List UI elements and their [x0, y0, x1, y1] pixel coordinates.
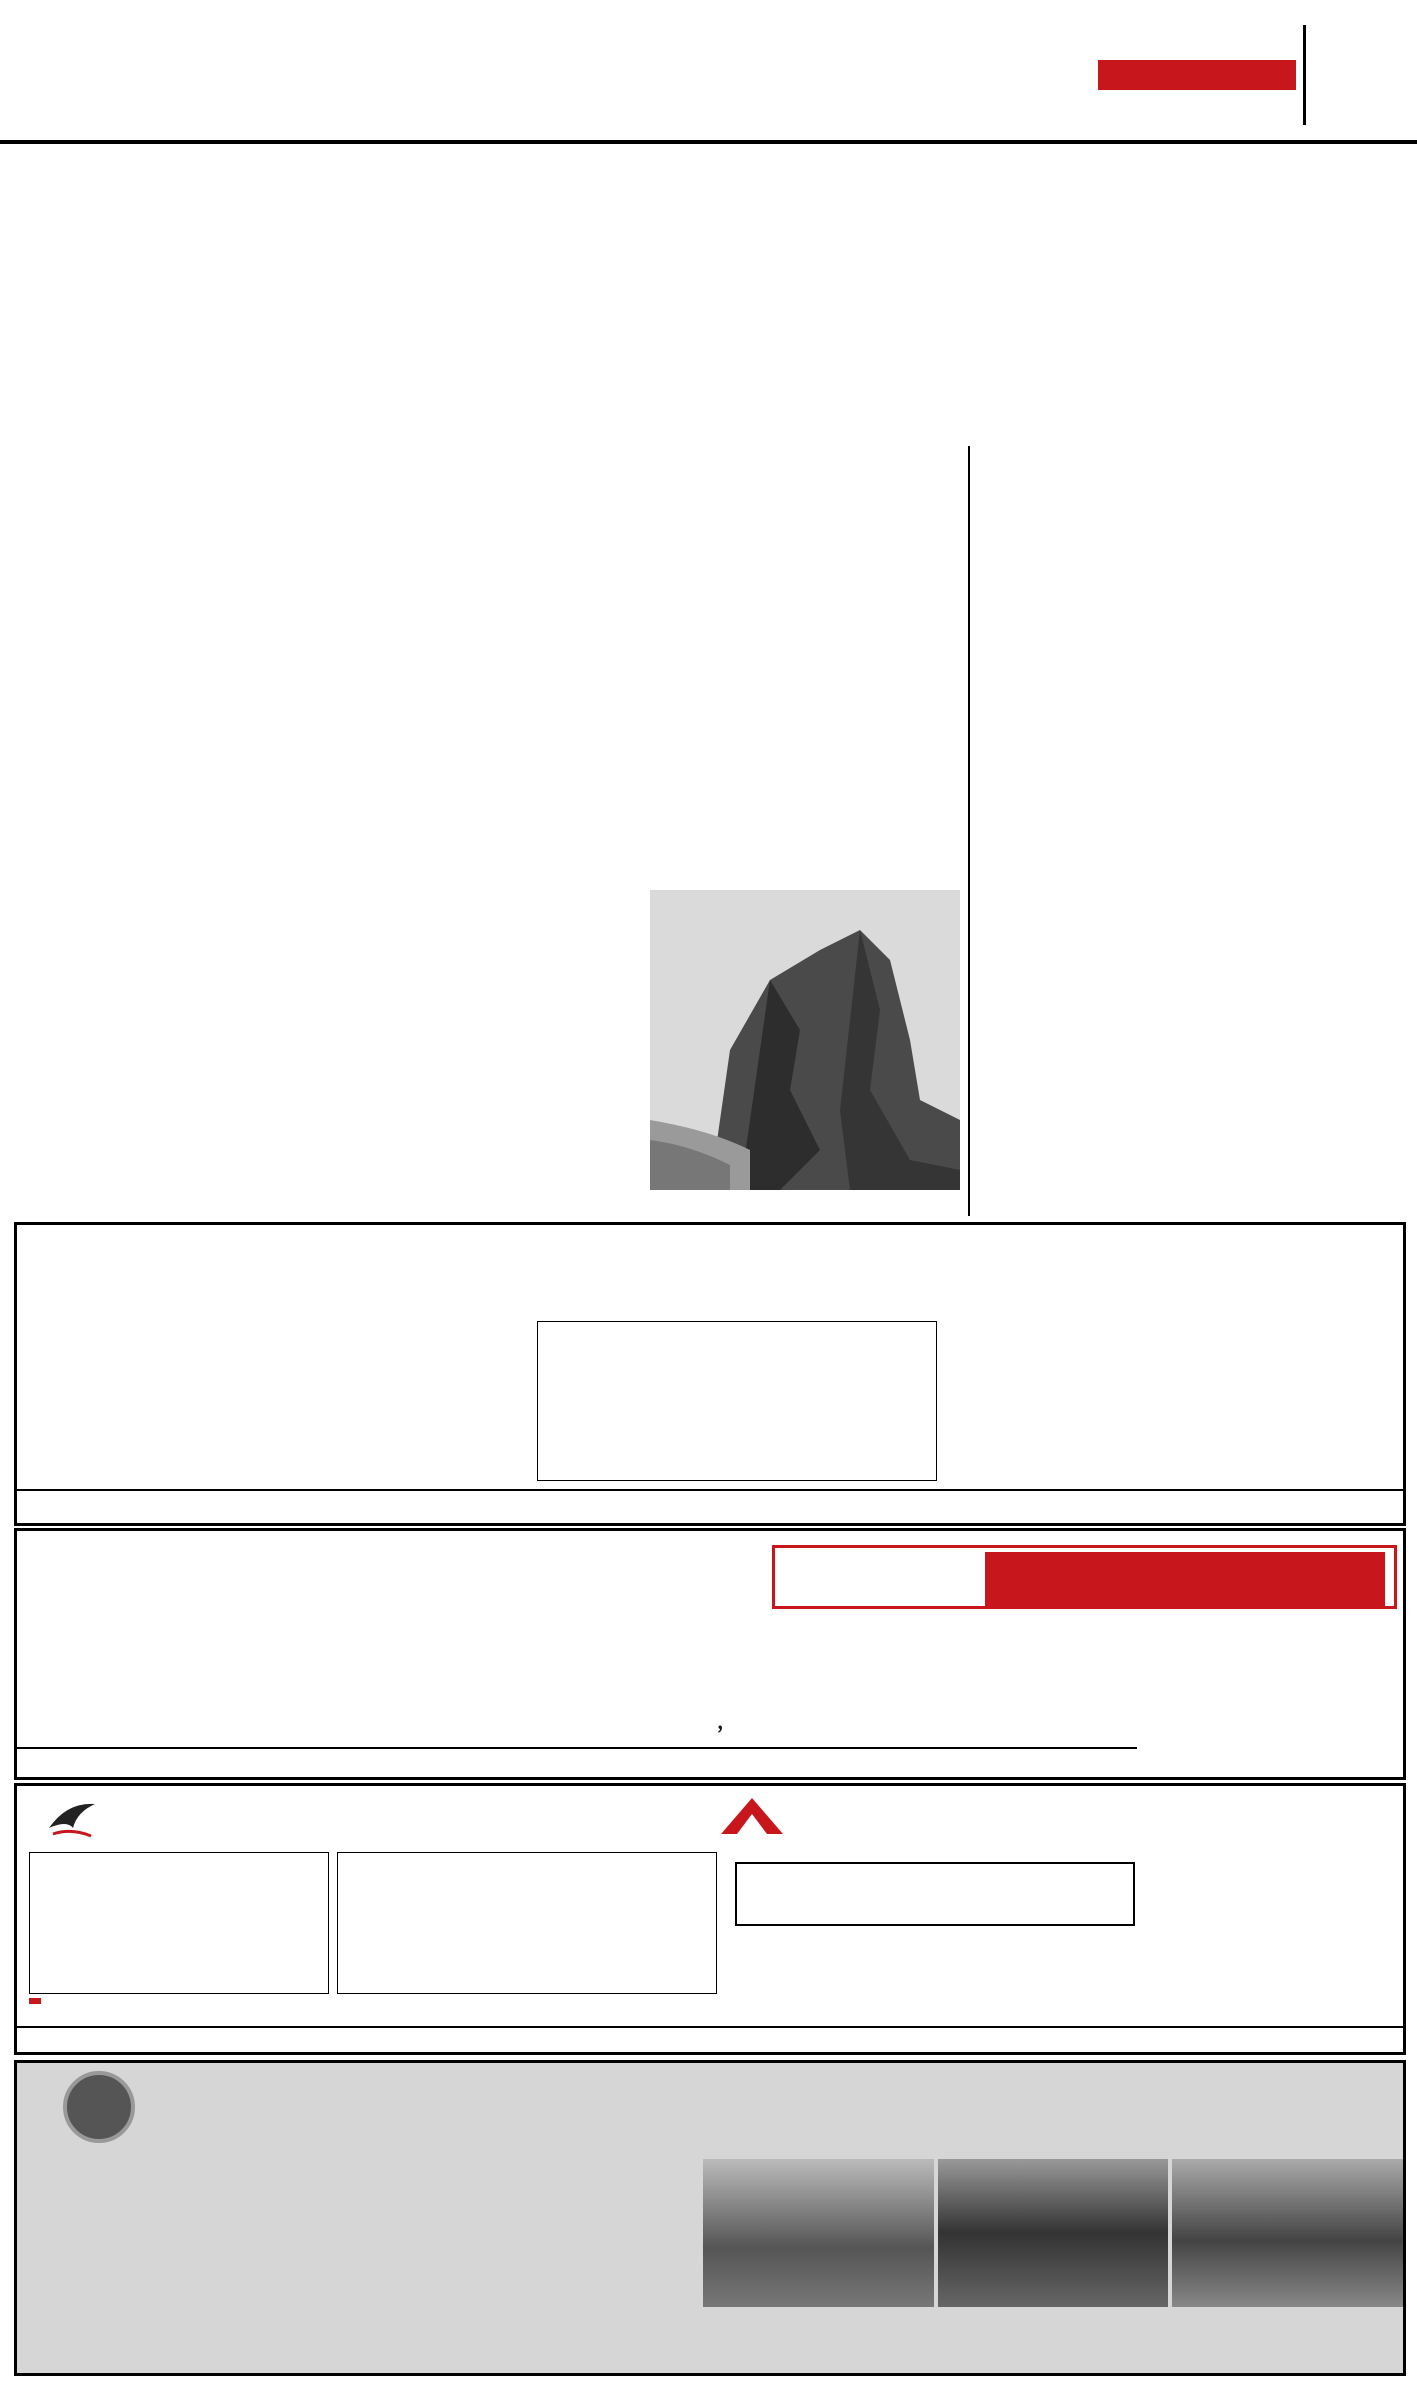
ad3-flight-title	[338, 1853, 716, 1857]
mountain-logo-icon	[717, 1794, 787, 1844]
ad4-photo-2	[938, 2159, 1169, 2307]
ad1-phones	[947, 1255, 1007, 1279]
ad-zhongxin	[14, 1222, 1406, 1526]
ad3-weekend-box	[29, 1852, 329, 1994]
ad3-student-label	[29, 1998, 41, 2004]
ad-kouan	[14, 1528, 1406, 1780]
ad3-footer-left	[17, 2026, 717, 2055]
ad3-student-row	[29, 1998, 717, 2024]
island-photo	[650, 890, 960, 1190]
inzone-logo-icon	[717, 1794, 787, 1844]
shandong-logo	[25, 1539, 145, 1609]
ad1-footer	[17, 1489, 1406, 1523]
ad2-badge-items	[985, 1552, 1385, 1608]
ad-little-reporter	[14, 2060, 1406, 2376]
ad3-promo-box	[735, 1862, 1135, 1926]
bird-logo-icon	[47, 1798, 97, 1842]
ad-education-shandong	[14, 1783, 1406, 2055]
island-cliff-illustration	[650, 890, 960, 1190]
ad2-limit-row: ，	[717, 1709, 737, 1733]
side-article	[968, 446, 1408, 1216]
header-divider	[1303, 25, 1306, 125]
ad3-flight-box	[337, 1852, 717, 1994]
header-rule	[0, 140, 1417, 144]
ad3-promo	[737, 1864, 1133, 1868]
ad2-badge	[772, 1545, 1397, 1609]
ad4-photo-1	[703, 2159, 934, 2307]
ad2-contacts	[17, 1747, 1137, 1780]
ad3-footer-right	[717, 2026, 1406, 2055]
ad3-weekend-title	[30, 1853, 328, 1857]
ad4-photo-3	[1172, 2159, 1403, 2307]
ad1-mid-list	[537, 1321, 937, 1481]
issue-meta	[900, 34, 972, 52]
ad4-photos	[703, 2159, 1403, 2307]
reporter-badge-icon	[63, 2071, 135, 2143]
education-logo-icon	[47, 1798, 97, 1842]
column-tab	[1098, 60, 1296, 90]
